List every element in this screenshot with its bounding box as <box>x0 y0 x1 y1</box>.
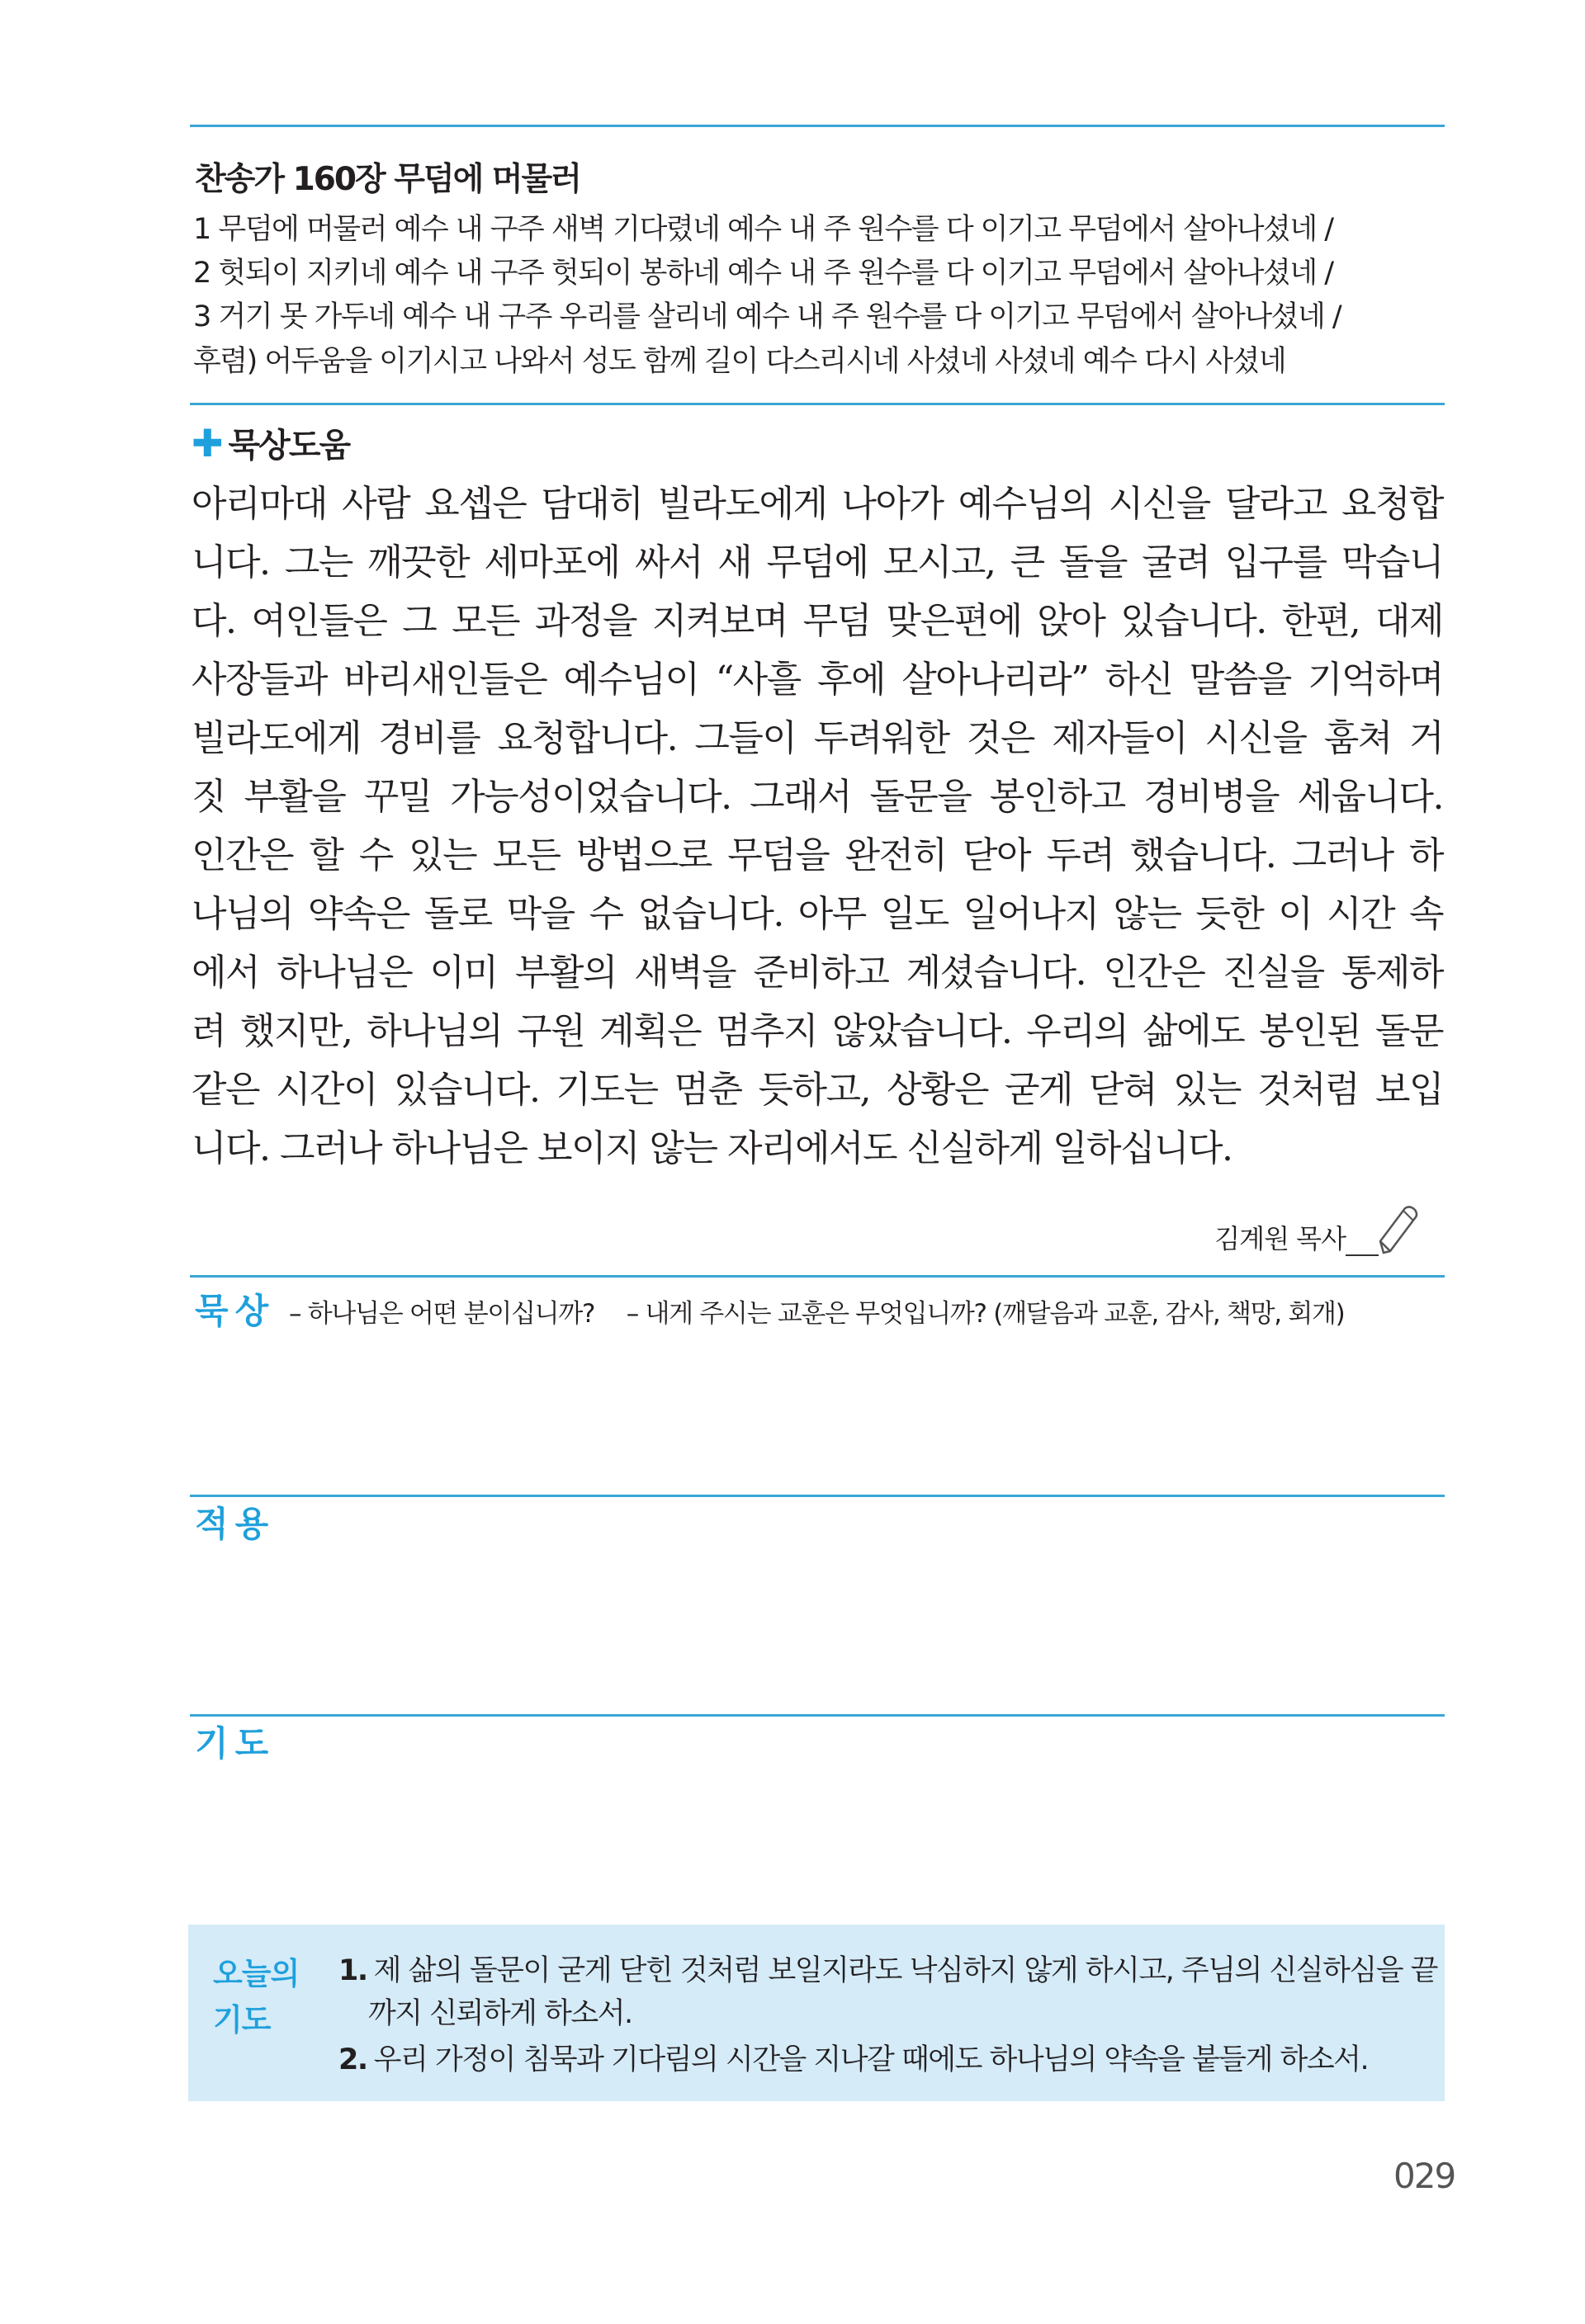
body-line: 같은 시간이 있습니다. 기도는 멈춘 듯하고, 상황은 굳게 닫혀 있는 것처럼 보입 <box>192 1069 1443 1111</box>
meditation-rule <box>190 1275 1445 1278</box>
meditation-help-heading <box>192 419 349 466</box>
top-rule <box>190 125 1445 127</box>
meditation-prompt: – 하나님은 어떤 분이십니까? <box>289 1299 595 1329</box>
hymn-verse-1: 1 무덤에 머물러 예수 내 구주 새벽 기다렸네 예수 내 주 원수를 다 이기고 무덤에서 살아나셨네 / <box>193 213 1333 246</box>
meditation-label: 묵상 <box>195 1291 276 1331</box>
body-line: 나님의 약속은 돌로 막을 수 없습니다. 아무 일도 일어나지 않는 듯한 이 시간 속 <box>192 893 1443 935</box>
hymn-bottom-rule <box>190 403 1445 405</box>
body-line: 사장들과 바리새인들은 예수님이 “사흘 후에 살아나리라” 하신 말씀을 기억하며 <box>192 659 1443 701</box>
body-line: 인간은 할 수 있는 모든 방법으로 무덤을 완전히 닫아 두려 했습니다. 그러나 하 <box>192 834 1443 876</box>
prayer-item-2: 2. 우리 가정이 침묵과 기다림의 시간을 지나갈 때에도 하나님의 약속을 붙들게 하소서. <box>338 2043 1369 2076</box>
meditation-prompt: – 내게 주시는 교훈은 무엇입니까? (깨달음과 교훈, 감사, 책망, 회개) <box>626 1299 1345 1329</box>
application-rule <box>190 1495 1445 1497</box>
meditation-prompts <box>289 1292 1369 1330</box>
body-line: 니다. 그는 깨끗한 세마포에 싸서 새 무덤에 모시고, 큰 돌을 굴려 입구를 막습니 <box>192 541 1443 583</box>
author-signature <box>1214 1205 1420 1256</box>
hymn-verse-3: 3 거기 못 가두네 예수 내 구주 우리를 살리네 예수 내 주 원수를 다 이기고 무덤에서 살아나셨네 / <box>193 300 1341 333</box>
pencil-icon <box>1379 1205 1420 1256</box>
hymn-verse-2: 2 헛되이 지키네 예수 내 구주 헛되이 봉하네 예수 내 주 원수를 다 이기고 무덤에서 살아나셨네 / <box>193 257 1333 290</box>
body-line: 아리마대 사람 요셉은 담대히 빌라도에게 나아가 예수님의 시신을 달라고 요청합 <box>192 483 1443 525</box>
page-number: 029 <box>1393 2156 1455 2196</box>
plus-icon: ✚ <box>192 420 222 465</box>
body-line: 니다. 그러나 하나님은 보이지 않는 자리에서도 신실하게 일하십니다. <box>192 1127 1233 1169</box>
body-line: 에서 하나님은 이미 부활의 새벽을 준비하고 계셨습니다. 인간은 진실을 통제하 <box>192 952 1443 994</box>
meditation-help-title: 묵상도움 <box>228 427 350 465</box>
author-name: 김계원 목사 <box>1214 1223 1346 1254</box>
body-line: 짓 부활을 꾸밀 가능성이었습니다. 그래서 돌문을 봉인하고 경비병을 세웁니다. <box>192 776 1443 818</box>
body-line: 빌라도에게 경비를 요청합니다. 그들이 두려워한 것은 제자들이 시신을 훔쳐 거 <box>192 717 1443 759</box>
prayer-label: 기도 <box>195 1723 276 1764</box>
hymn-title: 찬송가 160장 무덤에 머물러 <box>195 161 580 198</box>
prayer-item-1: 1. 제 삶의 돌문이 굳게 닫힌 것처럼 보일지라도 낙심하지 않게 하시고, 주님의 신실하심을 끝 까지 신뢰하게 하소서. <box>338 1954 1437 2030</box>
body-line: 다. 여인들은 그 모든 과정을 지켜보며 무덤 맞은편에 앉아 있습니다. 한편, 대제 <box>192 600 1443 642</box>
body-line: 려 했지만, 하나님의 구원 계획은 멈추지 않았습니다. 우리의 삶에도 봉인된 돌문 <box>192 1010 1443 1052</box>
application-label: 적용 <box>195 1504 276 1544</box>
hymn-chorus: 후렴) 어두움을 이기시고 나와서 성도 함께 길이 다스리시네 사셨네 사셨네 예수 다시 사셨네 <box>193 345 1286 378</box>
prayer-rule <box>190 1714 1445 1717</box>
today-prayer-box <box>188 1925 1445 2101</box>
today-prayer-label: 오늘의 기도 <box>213 1956 300 2038</box>
